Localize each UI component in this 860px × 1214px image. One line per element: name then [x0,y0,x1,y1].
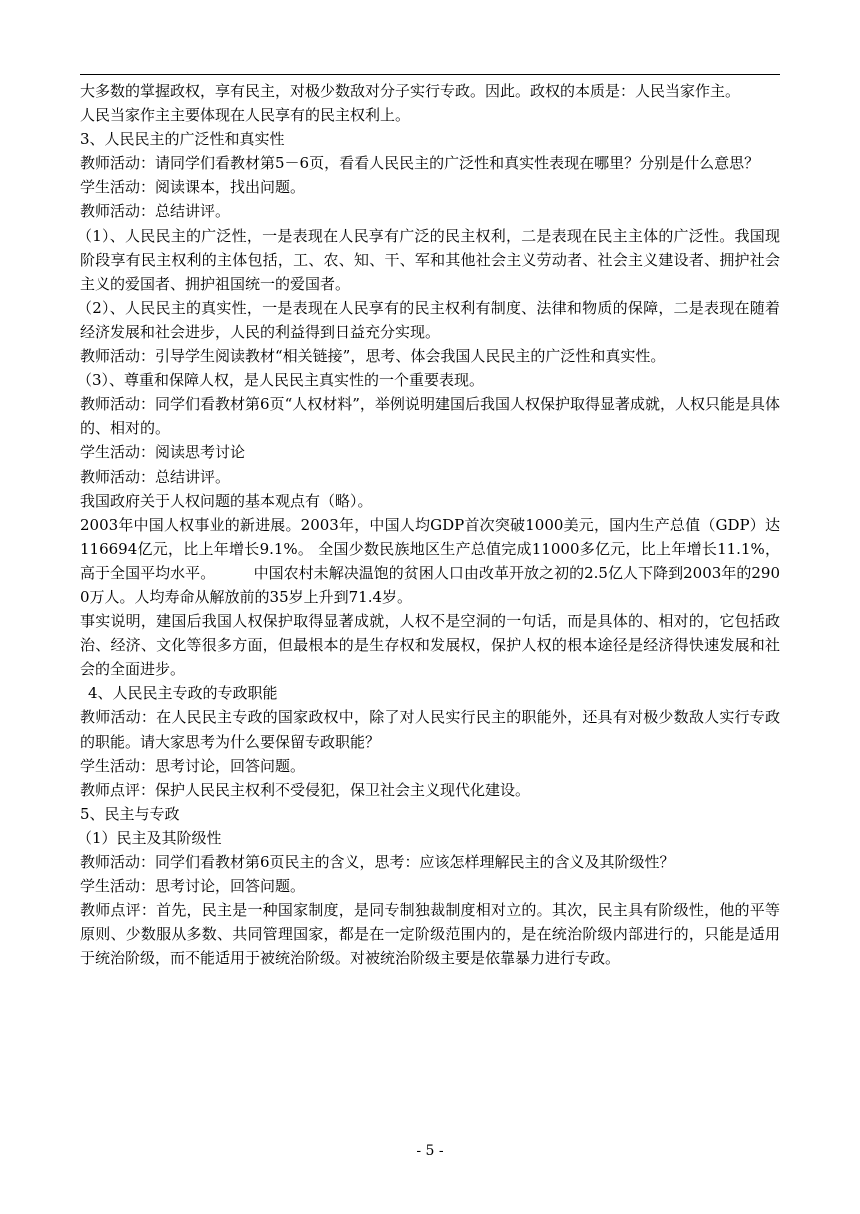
paragraph: 教师活动：总结讲评。 [80,202,231,221]
page-number: - 5 - [416,1143,444,1159]
paragraph: （1）、人民民主的广泛性，一是表现在人民享有广泛的民主权利，二是表现在民主主体的广泛性。我国现阶段享有民主权利的主体包括，工、农、知、干、军和其他社会主义劳动者、社会主义建设者、拥护社会主义的爱国者、拥护祖国统一的爱国者。 [77,226,780,293]
document-page [77,0,780,1214]
paragraph: 学生活动：阅读课本，找出问题。 [80,178,306,197]
paragraph: 教师活动：同学们看教材第6页“人权材料”，举例说明建国后我国人权保护取得显著成就，人权只能是具体的、相对的。 [80,395,780,438]
section-heading: 3、人民民主的广泛性和真实性 [80,130,285,149]
paragraph: 人民当家作主主要体现在人民享有的民主权利上。 [80,106,411,125]
paragraph: 教师活动：引导学生阅读教材“相关链接”，思考、体会我国人民民主的广泛性和真实性。 [80,347,666,366]
section-heading: 4、人民民主专政的专政职能 [88,684,278,703]
paragraph: （2）、人民民主的真实性，一是表现在人民享有的民主权利有制度、法律和物质的保障，二是表现在随着经济发展和社会进步，人民的利益得到日益充分实现。 [77,298,780,341]
header-rule [80,74,780,75]
paragraph: 教师活动：总结讲评。 [80,467,231,486]
document-body [77,79,780,970]
paragraph: 事实说明，建国后我国人权保护取得显著成就，人权不是空洞的一句话，而是具体的、相对的，它包括政治、经济、文化等很多方面，但最根本的是生存权和发展权，保护人权的根本途径是经济得快速发展和社会的全面进步。 [80,612,780,679]
section-heading: 5、民主与专政 [80,804,180,823]
paragraph: 我国政府关于人权问题的基本观点有（略）。 [80,491,373,510]
paragraph: 大多数的掌握政权，享有民主，对极少数敌对分子实行专政。因此。政权的本质是：人民当家作主。 [80,82,741,100]
paragraph: 教师活动：请同学们看教材第5－6页，看看人民民主的广泛性和真实性表现在哪里？分别是什么意思？ [80,154,760,173]
paragraph: 教师点评：首先，民主是一种国家制度，是同专制独裁制度相对立的。其次，民主具有阶级性，他的平等原则、少数服从多数、共同管理国家，都是在一定阶级范围内的，是在统治阶级内部进行的，只能是适用于统治阶级，而不能适用于被统治阶级。对被统治阶级主要是依靠暴力进行专政。 [80,901,780,968]
paragraph: 2003年中国人权事业的新进展。2003年，中国人均GDP首次突破1000美元，国内生产总值（GDP）达116694亿元，比上年增长9.1%。 全国少数民族地区生产总值完成11000多亿元，比上年增长11.1%，高于全国平均水平。 中国农村未解决温饱的贫困人口由改革开放之初的2.5亿人下降到2003年的2900万人。人均寿命从解放前的35岁上升到71.4岁。 [80,515,780,606]
paragraph: 教师活动：同学们看教材第6页民主的含义，思考：应该怎样理解民主的含义及其阶级性？ [80,853,675,871]
subsection-heading: （1）民主及其阶级性 [77,828,222,847]
paragraph: 教师活动：在人民民主专政的国家政权中，除了对人民实行民主的职能外，还具有对极少数敌人实行专政的职能。请大家思考为什么要保留专政职能？ [80,708,780,751]
paragraph: 学生活动：思考讨论，回答问题。 [80,756,306,775]
paragraph: 教师点评：保护人民民主权利不受侵犯，保卫社会主义现代化建设。 [80,780,531,799]
paragraph: （3）、尊重和保障人权，是人民民主真实性的一个重要表现。 [77,371,485,390]
paragraph: 学生活动：阅读思考讨论 [80,443,246,462]
paragraph: 学生活动：思考讨论，回答问题。 [80,877,306,896]
